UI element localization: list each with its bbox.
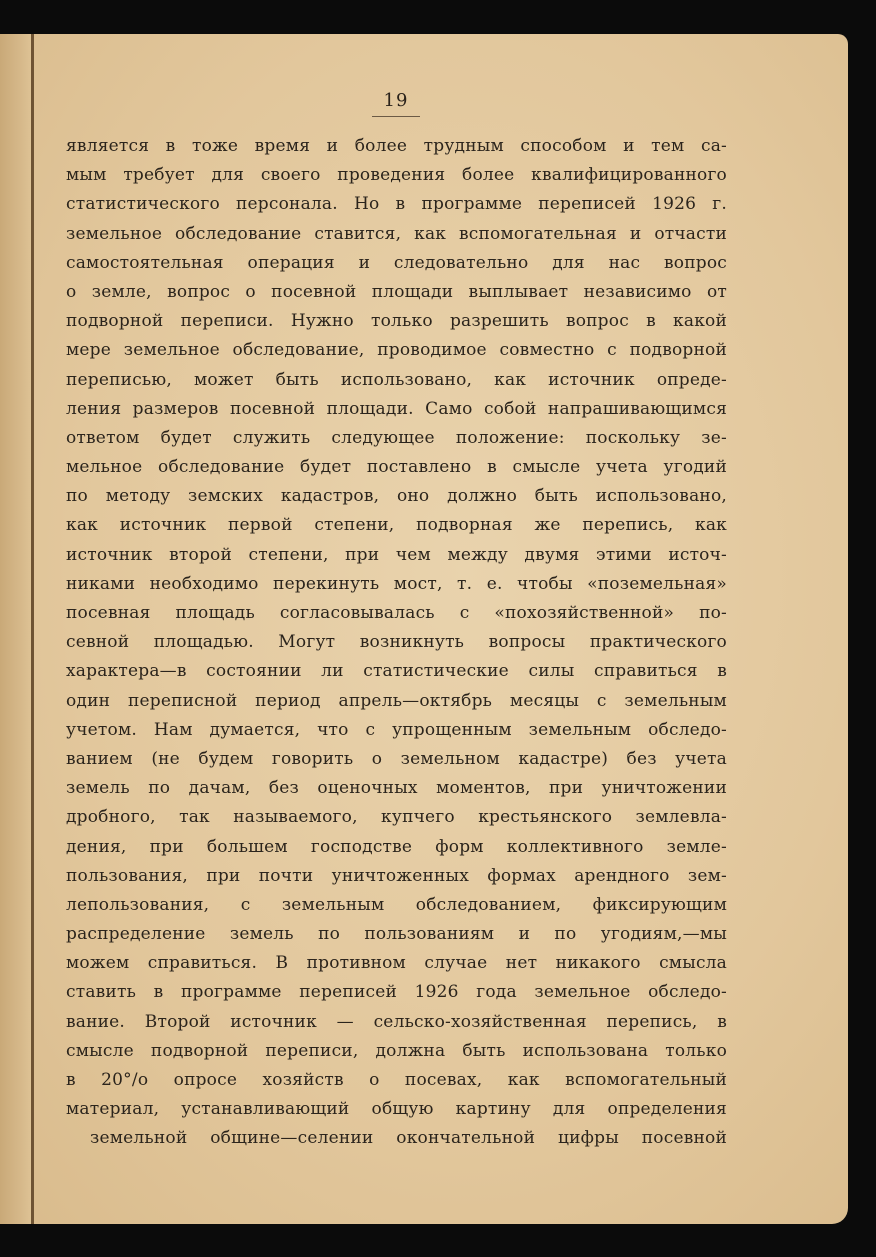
binding-line (31, 34, 34, 1224)
text-line: земель по дачам, без оценочных моментов, при уничтожении (66, 778, 727, 799)
text-line: учетом. Нам думается, что с упрощенным земельным обследо- (66, 719, 727, 740)
text-line: дробного, так называемого, купчего крестьянского землевла- (66, 807, 727, 828)
text-line: лепользования, с земельным обследованием, фиксирующим (66, 894, 727, 915)
text-line: один переписной период апрель—октябрь месяцы с земельным (66, 690, 727, 711)
text-line: вание. Второй источник — сельско-хозяйственная перепись, в (66, 1011, 727, 1032)
text-line: дения, при большем господстве форм коллективного земле- (66, 836, 727, 857)
text-line: как источник первой степени, подворная же перепись, как (66, 515, 727, 536)
text-line: посевная площадь согласовывалась с «похозяйственной» по- (66, 603, 727, 623)
page-gutter (0, 34, 34, 1224)
text-line: земельное обследование ставится, как вспомогательная и отчасти (66, 223, 727, 244)
page-number: 19 (383, 90, 409, 111)
text-line: ответом будет служить следующее положение: поскольку зе- (66, 427, 727, 448)
text-line: ления размеров посевной площади. Само собой напрашивающимся (66, 398, 727, 419)
text-line: о земле, вопрос о посевной площади выплывает независимо от (66, 281, 727, 302)
body-text (66, 132, 727, 1154)
text-line: никами необходимо перекинуть мост, т. е. чтобы «поземельная» (66, 573, 727, 594)
text-line: распределение земель по пользованиям и по угодиям,—мы (66, 924, 727, 945)
text-line: мым требует для своего проведения более квалифицированного (66, 165, 727, 186)
text-line: в 20°/о опросе хозяйств о посевах, как вспомогательный (66, 1070, 727, 1090)
text-line: по методу земских кадастров, оно должно быть использовано, (66, 486, 727, 507)
book-page (0, 34, 848, 1224)
text-line: является в тоже время и более трудным способом и тем са- (66, 136, 727, 156)
text-line: материал, устанавливающий общую картину для определения (66, 1099, 727, 1120)
text-line: мельное обследование будет поставлено в смысле учета угодий (66, 457, 727, 478)
text-line: мере земельное обследование, проводимое совместно с подворной (66, 340, 727, 361)
text-line: самостоятельная операция и следовательно для нас вопрос (66, 252, 727, 273)
text-line: земельной общине—селении окончательной цифры посевной (90, 1128, 727, 1149)
text-line: источник второй степени, при чем между двумя этими источ- (66, 544, 727, 565)
text-line: севной площадью. Могут возникнуть вопросы практического (66, 632, 727, 653)
text-line: характера—в состоянии ли статистические силы справиться в (66, 661, 727, 682)
text-line: ванием (не будем говорить о земельном кадастре) без учета (66, 748, 727, 769)
text-line: пользования, при почти уничтоженных формах арендного зем- (66, 865, 727, 886)
text-line: подворной переписи. Нужно только разрешить вопрос в какой (66, 311, 727, 332)
text-line: можем справиться. В противном случае нет никакого смысла (66, 953, 727, 974)
page-number-rule (372, 116, 420, 117)
text-line: смысле подворной переписи, должна быть использована только (66, 1040, 727, 1061)
text-line: ставить в программе переписей 1926 года земельное обследо- (66, 982, 727, 1003)
text-line: переписью, может быть использовано, как источник опреде- (66, 369, 727, 390)
text-line: статистического персонала. Но в программе переписей 1926 г. (66, 194, 727, 215)
